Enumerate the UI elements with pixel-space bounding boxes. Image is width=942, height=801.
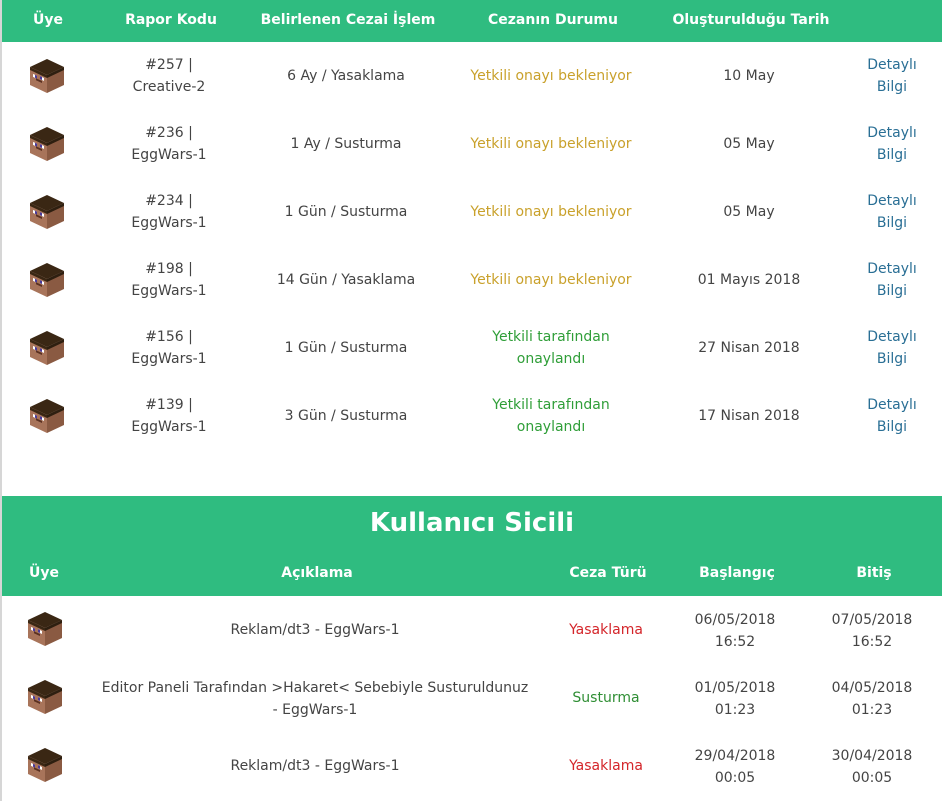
detail-link-line2[interactable]: Bilgi (876, 147, 908, 163)
end-time: 16:52 (851, 634, 893, 650)
report-code-number: #234 | (145, 193, 193, 209)
section-title: Kullanıcı Sicili (2, 496, 942, 546)
record-header (2, 546, 942, 596)
penalty-status: Yetkili tarafından (492, 329, 610, 345)
report-code-number: #139 | (145, 397, 193, 413)
penalty-type: Yasaklama (569, 622, 643, 638)
report-code-server: EggWars-1 (131, 147, 207, 163)
created-date: 05 May (723, 204, 775, 220)
detail-link[interactable]: Detaylı (867, 397, 917, 413)
detail-link-line2[interactable]: Bilgi (876, 419, 908, 435)
avatar-icon[interactable] (29, 330, 65, 366)
end-date: 04/05/2018 (831, 680, 913, 696)
report-code-server: EggWars-1 (131, 419, 207, 435)
penalty-type: Yasaklama (569, 758, 643, 774)
record-description: Reklam/dt3 - EggWars-1 (230, 758, 400, 774)
report-code-number: #156 | (145, 329, 193, 345)
penalty-status: Yetkili onayı bekleniyor (470, 68, 632, 84)
col-action: Belirlenen Cezai İşlem (260, 12, 436, 28)
start-date: 06/05/2018 (694, 612, 776, 628)
col-description: Açıklama (281, 565, 353, 581)
record-description-line2: - EggWars-1 (272, 702, 358, 718)
record-description: Reklam/dt3 - EggWars-1 (230, 622, 400, 638)
detail-link[interactable]: Detaylı (867, 261, 917, 277)
avatar-icon[interactable] (27, 611, 63, 647)
penalty-action: 14 Gün / Yasaklama (276, 272, 416, 288)
start-time: 16:52 (714, 634, 756, 650)
report-code-server: EggWars-1 (131, 283, 207, 299)
col-date: Oluşturulduğu Tarih (672, 12, 830, 28)
start-time: 00:05 (714, 770, 756, 786)
penalty-status: Yetkili tarafından (492, 397, 610, 413)
report-code-number: #257 | (145, 57, 193, 73)
avatar-icon[interactable] (29, 58, 65, 94)
col-status: Cezanın Durumu (488, 12, 618, 28)
end-time: 00:05 (851, 770, 893, 786)
start-time: 01:23 (714, 702, 756, 718)
detail-link[interactable]: Detaylı (867, 329, 917, 345)
col-start: Başlangıç (699, 565, 775, 581)
report-code-number: #236 | (145, 125, 193, 141)
end-date: 30/04/2018 (831, 748, 913, 764)
col-report-code: Rapor Kodu (125, 12, 217, 28)
end-date: 07/05/2018 (831, 612, 913, 628)
report-code-number: #198 | (145, 261, 193, 277)
created-date: 10 May (723, 68, 775, 84)
penalty-status: Yetkili onayı bekleniyor (470, 272, 632, 288)
detail-link[interactable]: Detaylı (867, 57, 917, 73)
created-date: 17 Nisan 2018 (698, 408, 800, 424)
avatar-icon[interactable] (29, 126, 65, 162)
punishments-header (2, 0, 942, 42)
detail-link-line2[interactable]: Bilgi (876, 215, 908, 231)
col-member: Üye (29, 565, 59, 581)
penalty-status: Yetkili onayı bekleniyor (470, 136, 632, 152)
start-date: 01/05/2018 (694, 680, 776, 696)
created-date: 05 May (723, 136, 775, 152)
avatar-icon[interactable] (29, 398, 65, 434)
penalty-action: 1 Gün / Susturma (284, 340, 408, 356)
penalty-action: 1 Ay / Susturma (290, 136, 402, 152)
detail-link[interactable]: Detaylı (867, 193, 917, 209)
start-date: 29/04/2018 (694, 748, 776, 764)
penalty-action: 6 Ay / Yasaklama (287, 68, 405, 84)
report-code-server: EggWars-1 (131, 215, 207, 231)
avatar-icon[interactable] (27, 747, 63, 783)
report-code-server: EggWars-1 (131, 351, 207, 367)
col-penalty-type: Ceza Türü (569, 565, 647, 581)
end-time: 01:23 (851, 702, 893, 718)
penalty-status-line2: onaylandı (516, 419, 586, 435)
avatar-icon[interactable] (29, 194, 65, 230)
created-date: 27 Nisan 2018 (698, 340, 800, 356)
created-date: 01 Mayıs 2018 (697, 272, 801, 288)
avatar-icon[interactable] (27, 679, 63, 715)
detail-link-line2[interactable]: Bilgi (876, 79, 908, 95)
penalty-status-line2: onaylandı (516, 351, 586, 367)
penalty-status: Yetkili onayı bekleniyor (470, 204, 632, 220)
col-member: Üye (33, 12, 63, 28)
penalty-action: 3 Gün / Susturma (284, 408, 408, 424)
penalty-type: Susturma (572, 690, 640, 706)
detail-link-line2[interactable]: Bilgi (876, 351, 908, 367)
col-end: Bitiş (856, 565, 892, 581)
report-code-server: Creative-2 (132, 79, 206, 95)
detail-link[interactable]: Detaylı (867, 125, 917, 141)
penalty-action: 1 Gün / Susturma (284, 204, 408, 220)
detail-link-line2[interactable]: Bilgi (876, 283, 908, 299)
record-description: Editor Paneli Tarafından >Hakaret< Sebebiyle Susturuldunuz (101, 680, 529, 696)
avatar-icon[interactable] (29, 262, 65, 298)
